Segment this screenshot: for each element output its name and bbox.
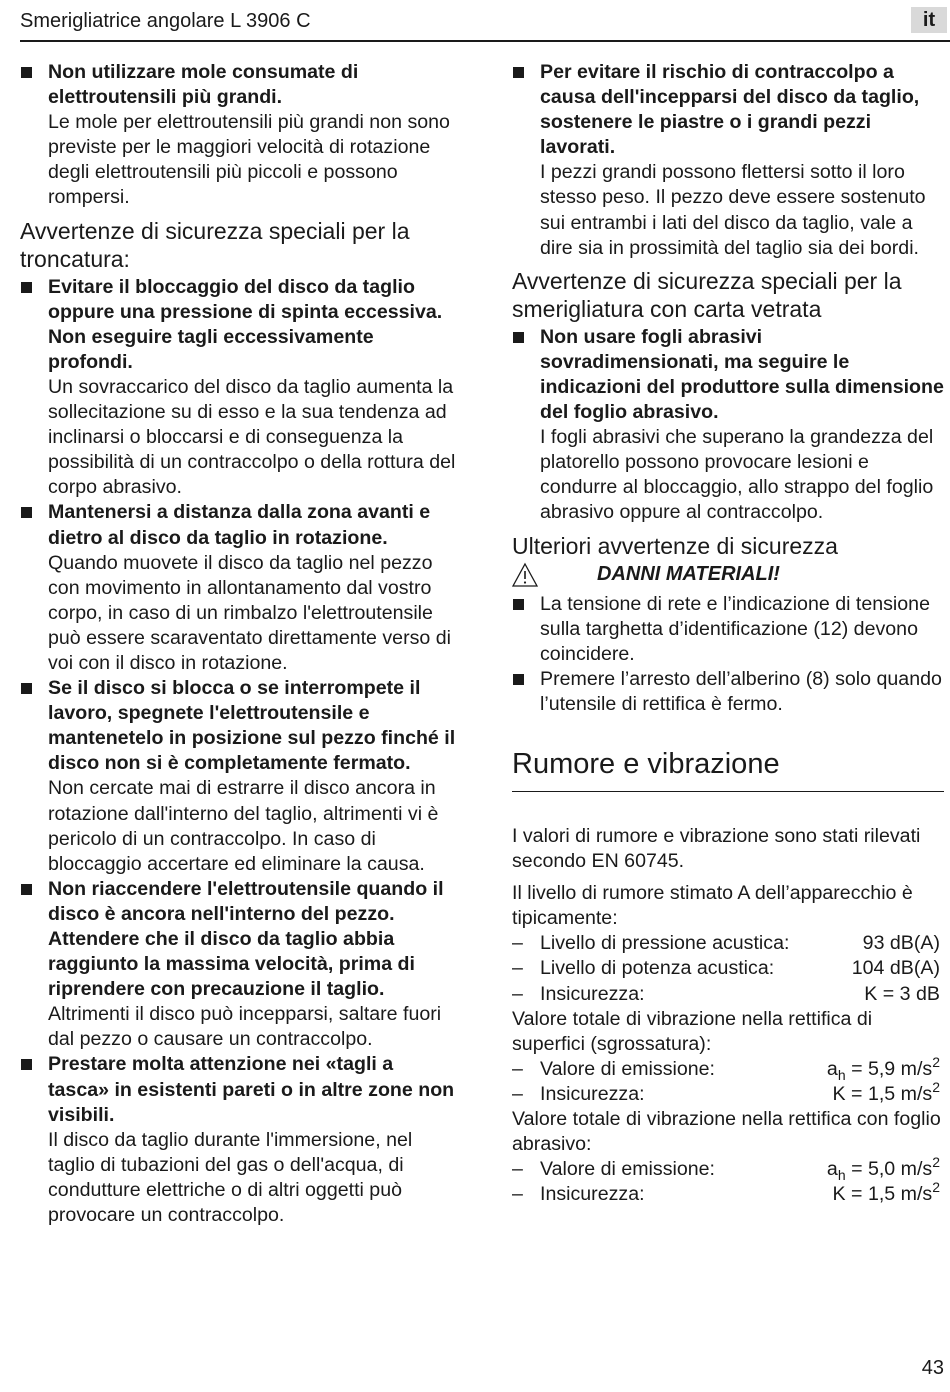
spec-label: Valore di emissione: — [540, 1158, 715, 1181]
dash: – — [512, 1158, 523, 1181]
safety-item-title: Se il disco si blocca o se interrompete il lavoro, spegnete l'elettroutensile e mantenetelo in posizione sul pezzo finché il disco non si è completamente fermato. — [48, 677, 456, 775]
emission-symbol: a — [826, 1057, 838, 1080]
page-number: 43 — [921, 1357, 944, 1379]
subscript: h — [837, 1066, 846, 1083]
safety-item-text: Quando muovete il disco da taglio nel pezzo con movimento in allontanamento dal vostro corpo, in caso di un rimbalzo l'elettroutensile può essere scaraventato direttamente verso di voi con il disco in rotazione. — [48, 551, 451, 674]
spec-value: K = 3 dB — [864, 982, 940, 1005]
safety-item-title: Prestare molta attenzione nei «tagli a tasca» in esistenti pareti o in altre zone non visibili. — [48, 1053, 455, 1126]
safety-item-text: I pezzi grandi possono flettersi sotto il loro stesso peso. Il pezzo deve essere sostenuto sui entrambi i lati del disco da taglio, vale a dire sia in prossimità del taglio sia dei bordi. — [540, 161, 926, 259]
safety-item-text: Le mole per elettroutensili più grandi non sono previste per le maggiori velocità di rotazione degli elettroutensili più piccoli e possono rompersi. — [48, 111, 450, 209]
safety-item-text: Un sovraccarico del disco da taglio aumenta la sollecitazione su di esso e la sua tendenza ad inclinarsi o bloccarsi e di conseguenza la possibilità di un contraccolpo o della rottura del corpo abrasivo. — [48, 375, 456, 499]
safety-item — [20, 500, 458, 676]
dash: – — [512, 957, 523, 980]
safety-item-title: Evitare il bloccaggio del disco da taglio oppure una pressione di spinta eccessiva. Non eseguire tagli eccessivamente profondi. — [48, 275, 443, 373]
safety-item-title: Per evitare il rischio di contraccolpo a causa dell'incepparsi del disco da taglio, sostenere le piastre o i grandi pezzi lavorati. — [540, 61, 920, 159]
bullet-icon — [513, 599, 524, 610]
safety-item-title: Mantenersi a distanza dalla zona avanti e dietro al disco da taglio in rotazione. — [48, 501, 431, 549]
spec-row — [512, 982, 944, 1007]
spec-row — [512, 1078, 944, 1107]
paragraph: Valore totale di vibrazione nella rettifica di superfici (sgrossatura): — [512, 1007, 873, 1055]
section-heading: Avvertenze di sicurezza speciali per la smerigliatura con carta vetrata — [512, 267, 902, 322]
spec-value — [832, 1078, 940, 1108]
dash: – — [512, 1082, 523, 1105]
dash: – — [512, 932, 523, 955]
uncertainty-value: K = 1,5 m/s — [832, 1082, 933, 1105]
safety-item-text: Il disco da taglio durante l'immersione, nel taglio di tubazioni del gas o dell'acqua, di condutture elettriche o di altri oggetti può provocare un contraccolpo. — [48, 1128, 413, 1227]
safety-item — [20, 877, 458, 1053]
bullet-icon — [21, 1059, 32, 1070]
subscript: h — [837, 1167, 846, 1184]
superscript: 2 — [932, 1078, 940, 1095]
safety-item-title: Non usare fogli abrasivi sovradimensionati, ma seguire le indicazioni del produttore sulla dimensione del foglio abrasivo. — [540, 325, 944, 424]
dash: – — [512, 1183, 523, 1206]
superscript: 2 — [932, 1179, 940, 1196]
safety-item-text: La tensione di rete e l’indicazione di tensione sulla targhetta d’identificazione (12) devono coincidere. — [540, 592, 930, 665]
language-badge: it — [911, 7, 947, 33]
safety-item — [20, 676, 458, 877]
paragraph: Il livello di rumore stimato A dell’apparecchio è tipicamente: — [512, 882, 913, 930]
spec-value — [826, 1053, 940, 1083]
bullet-icon — [513, 674, 524, 685]
safety-item — [20, 275, 458, 501]
spec-value — [832, 1179, 940, 1208]
uncertainty-value: K = 1,5 m/s — [832, 1183, 933, 1206]
spec-value: 104 dB(A) — [851, 957, 940, 980]
spec-label: Insicurezza: — [540, 1082, 645, 1105]
spec-row — [512, 1053, 944, 1083]
spec-row — [512, 956, 944, 981]
safety-item — [512, 60, 944, 261]
warning-line — [512, 562, 944, 590]
safety-item-text: I fogli abrasivi che superano la grandezza del platorello possono provocare lesioni e condurre al bloccaggio, allo strappo del foglio abrasivo oppure al contraccolpo. — [540, 426, 934, 524]
spec-row — [512, 1179, 944, 1207]
section-heading: Avvertenze di sicurezza speciali per la troncatura: — [20, 217, 410, 272]
bullet-icon — [21, 282, 32, 293]
spec-label: Livello di pressione acustica: — [540, 932, 790, 955]
emission-value: = 5,0 m/s — [845, 1158, 933, 1181]
bullet-icon — [21, 67, 32, 78]
section-heading: Ulteriori avvertenze di sicurezza — [512, 532, 838, 559]
spec-label: Livello di potenza acustica: — [540, 957, 775, 980]
superscript: 2 — [932, 1053, 940, 1070]
safety-item-text: Altrimenti il disco può incepparsi, saltare fuori dal pezzo o causare un contraccolpo. — [48, 1003, 442, 1051]
paragraph: Valore totale di vibrazione nella rettifica con foglio abrasivo: — [512, 1108, 941, 1156]
spec-row — [512, 931, 944, 956]
safety-item — [512, 667, 944, 717]
section-title: Rumore e vibrazione — [512, 747, 944, 792]
superscript: 2 — [932, 1154, 940, 1171]
spec-label: Insicurezza: — [540, 982, 645, 1005]
safety-item-text: Premere l’arresto dell’alberino (8) solo quando l’utensile di rettifica è fermo. — [540, 667, 942, 715]
spec-row — [512, 1154, 944, 1184]
left-column — [20, 60, 458, 1228]
bullet-icon — [21, 507, 32, 518]
safety-item-title: Non riaccendere l'elettroutensile quando il disco è ancora nell'interno del pezzo. Attendere che il disco da taglio abbia raggiunto la massima velocità, prima di riprendere con precauzione il taglio. — [48, 877, 444, 1001]
emission-value: = 5,9 m/s — [845, 1057, 933, 1080]
bullet-icon — [513, 332, 524, 343]
spec-value — [826, 1154, 940, 1184]
spec-label: Valore di emissione: — [540, 1057, 715, 1080]
dash: – — [512, 1057, 523, 1080]
emission-symbol: a — [826, 1158, 838, 1181]
warning-triangle-icon — [512, 562, 538, 588]
bullet-icon — [21, 884, 32, 895]
header-divider — [20, 40, 950, 42]
bullet-icon — [21, 683, 32, 694]
safety-item — [20, 60, 458, 211]
document-title: Smerigliatrice angolare L 3906 C — [20, 10, 311, 32]
dash: – — [512, 982, 523, 1005]
safety-item-title: Non utilizzare mole consumate di elettroutensili più grandi. — [48, 61, 359, 109]
safety-item-text: Non cercate mai di estrarre il disco ancora in rotazione dall'interno del taglio, altrimenti vi è pericolo di un contraccolpo. In caso di bloccaggio accertare ed eliminare la causa. — [48, 777, 439, 875]
right-column — [512, 60, 944, 1207]
spec-value: 93 dB(A) — [862, 932, 940, 955]
spec-label: Insicurezza: — [540, 1183, 645, 1206]
safety-item — [20, 1052, 458, 1228]
safety-item — [512, 325, 944, 526]
bullet-icon — [513, 67, 524, 78]
safety-item — [512, 592, 944, 667]
warning-label: DANNI MATERIALI! — [597, 562, 780, 585]
paragraph: I valori di rumore e vibrazione sono stati rilevati secondo EN 60745. — [512, 824, 921, 873]
